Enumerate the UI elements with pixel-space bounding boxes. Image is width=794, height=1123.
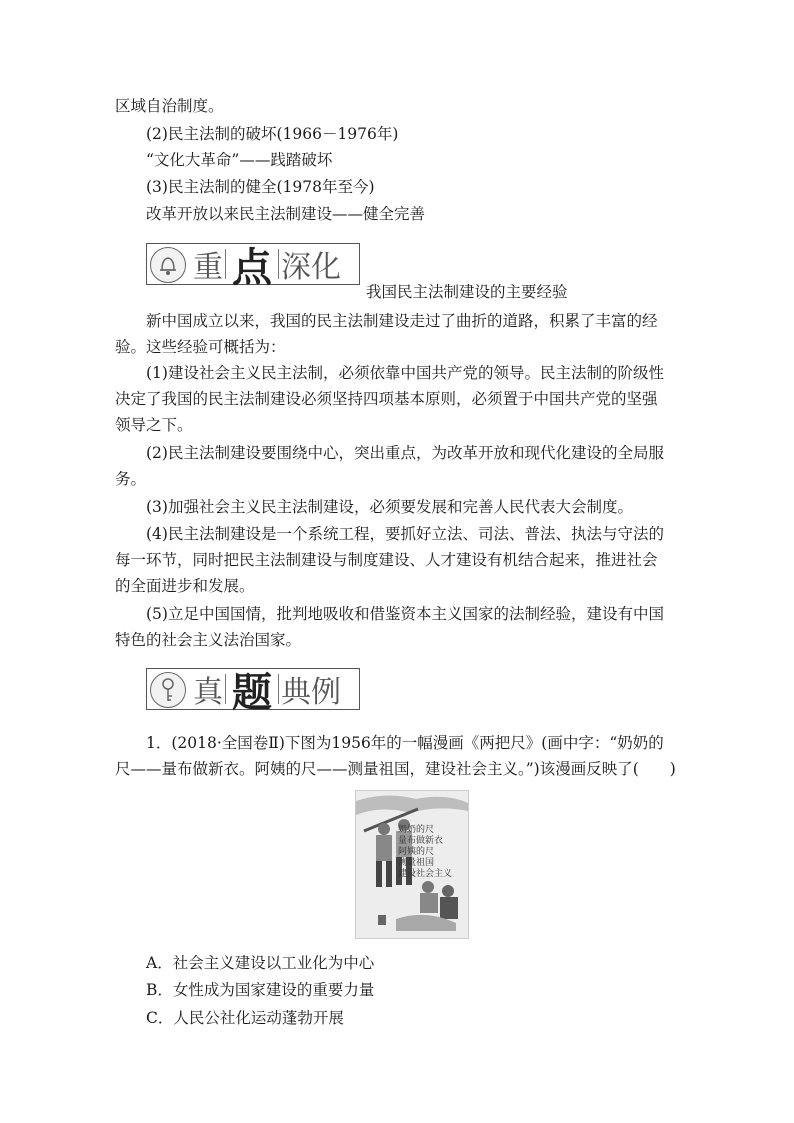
text-line: (3)民主法制的健全(1978年至今) (146, 178, 375, 196)
section-subtitle: 我国民主法制建设的主要经验 (366, 283, 568, 301)
text-line: 决定了我国的民主法制建设必须坚持四项基本原则，必须置于中国共产党的坚强 (115, 390, 658, 408)
question-text: 尺——量布做新衣。阿姨的尺——测量祖国，建设社会主义。”)该漫画反映了( ) (115, 760, 676, 778)
cartoon-caption: 奶奶的尺 量布做新衣 阿姨的尺 测量祖国 建设社会主义 (398, 825, 453, 879)
banner-char-emphasis: 点 (232, 243, 272, 291)
text-line: 验。这些经验可概括为： (115, 338, 286, 356)
text-line: (3)加强社会主义民主法制建设，必须要发展和完善人民代表大会制度。 (146, 498, 633, 516)
text-line: 务。 (115, 470, 147, 488)
text-line: 的全面进步和发展。 (115, 577, 255, 595)
banner-char: 真 (193, 675, 223, 710)
text-line: “文化大革命”——践踏破坏 (146, 151, 333, 169)
bell-icon (150, 247, 186, 283)
text-line: 新中国成立以来，我国的民主法制建设走过了曲折的道路，积累了丰富的经 (146, 312, 658, 330)
section-banner-key-points (146, 243, 360, 291)
option-b: B．女性成为国家建设的重要力量 (146, 981, 375, 999)
banner-char: 典例 (281, 675, 341, 710)
option-a: A．社会主义建设以工业化为中心 (146, 954, 375, 972)
text-line: 区域自治制度。 (115, 97, 224, 115)
text-line: 每一环节，同时把民主法制建设与制度建设、人才建设有机结合起来，推进社会 (115, 551, 658, 569)
text-line: 特色的社会主义法治国家。 (115, 631, 302, 649)
text-line: (5)立足中国国情，批判地吸收和借鉴资本主义国家的法制经验，建设有中国 (146, 605, 664, 623)
option-c: C．人民公社化运动蓬勃开展 (146, 1009, 344, 1027)
question-text: 1．(2018·全国卷Ⅱ)下图为1956年的一幅漫画《两把尺》(画中字：“奶奶的 (146, 734, 664, 752)
text-line: (2)民主法制建设要围绕中心，突出重点，为改革开放和现代化建设的全局服 (146, 444, 664, 462)
banner-char: 重 (193, 250, 223, 285)
banner-char: 深化 (281, 250, 341, 285)
text-line: 领导之下。 (115, 416, 193, 434)
text-line: (2)民主法制的破坏(1966－1976年) (146, 125, 399, 143)
banner-char-emphasis: 题 (232, 668, 272, 716)
text-line: (1)建设社会主义民主法制，必须依靠中国共产党的领导。民主法制的阶级性 (146, 364, 664, 382)
section-banner-exam-examples (146, 668, 360, 716)
text-line: 改革开放以来民主法制建设——健全完善 (146, 205, 426, 223)
key-icon (150, 672, 186, 708)
text-line: (4)民主法制建设是一个系统工程，要抓好立法、司法、普法、执法与守法的 (146, 525, 664, 543)
